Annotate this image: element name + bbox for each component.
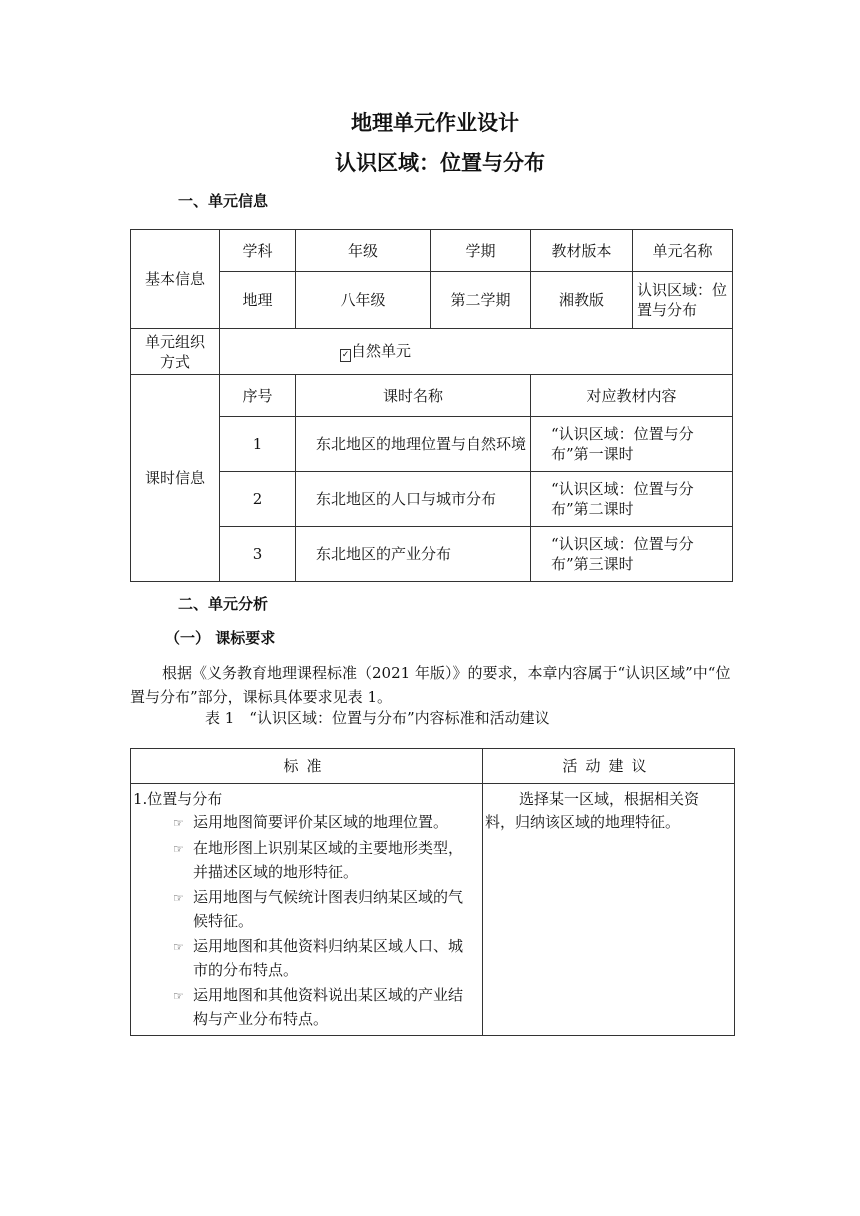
header-unit-name: 单元名称	[633, 230, 733, 272]
unit-info-table	[130, 229, 733, 582]
section-heading-unit-analysis: 二、单元分析	[178, 595, 269, 613]
lesson-no: 1	[220, 417, 296, 472]
standards-cell	[131, 784, 483, 1036]
document-title: 地理单元作业设计	[351, 111, 519, 135]
value-subject: 地理	[220, 272, 296, 329]
value-textbook: 湘教版	[531, 272, 633, 329]
lesson-header-name: 课时名称	[296, 375, 531, 417]
value-grade: 八年级	[296, 272, 431, 329]
lesson-name: 东北地区的产业分布	[296, 527, 531, 582]
document-subtitle: 认识区域：位置与分布	[335, 151, 545, 175]
list-item: ☞ 运用地图与气候统计图表归纳某区域的气候特征。	[173, 888, 464, 930]
header-standard: 标准	[131, 749, 483, 784]
lesson-name: 东北地区的人口与城市分布	[296, 472, 531, 527]
lesson-info-label: 课时信息	[131, 375, 220, 582]
lesson-name: 东北地区的地理位置与自然环境	[296, 417, 531, 472]
standard-bullets	[133, 811, 482, 1031]
lesson-content: “认识区域：位置与分布”第三课时	[531, 527, 733, 582]
lesson-header-content: 对应教材内容	[531, 375, 733, 417]
org-label: 单元组织方式	[131, 329, 220, 375]
value-unit-name: 认识区域：位置与分布	[633, 272, 733, 329]
org-value-cell	[220, 329, 733, 375]
intro-paragraph: 根据《义务教育地理课程标准（2021 年版）》的要求，本章内容属于“认识区域”中“位置与分布”部分，课标具体要求见表 1。	[130, 664, 731, 706]
org-value: 自然单元	[351, 342, 412, 360]
header-activity: 活动建议	[483, 749, 735, 784]
checked-box-icon: ✓	[341, 350, 350, 360]
pointing-hand-icon: ☞	[173, 989, 184, 1003]
header-semester: 学期	[431, 230, 531, 272]
pointing-hand-icon: ☞	[173, 940, 184, 954]
section-heading-unit-info: 一、单元信息	[178, 192, 269, 210]
table-caption: 表 1 “认识区域：位置与分布”内容标准和活动建议	[205, 709, 550, 727]
lesson-content: “认识区域：位置与分布”第二课时	[531, 472, 733, 527]
lesson-no: 3	[220, 527, 296, 582]
standards-table	[130, 748, 735, 1036]
pointing-hand-icon: ☞	[173, 891, 184, 905]
subsection-heading-curriculum: （一） 课标要求	[165, 629, 276, 647]
header-grade: 年级	[296, 230, 431, 272]
header-subject: 学科	[220, 230, 296, 272]
activity-cell: 选择某一区域，根据相关资料，归纳该区域的地理特征。	[483, 784, 735, 1036]
pointing-hand-icon: ☞	[173, 816, 184, 830]
list-item: ☞ 在地形图上识别某区域的主要地形类型，并描述区域的地形特征。	[173, 839, 464, 881]
pointing-hand-icon: ☞	[173, 842, 184, 856]
lesson-header-no: 序号	[220, 375, 296, 417]
list-item: ☞ 运用地图简要评价某区域的地理位置。	[173, 811, 463, 835]
list-item: ☞ 运用地图和其他资料归纳某区域人口、城市的分布特点。	[173, 937, 464, 979]
standard-item-title: 1.位置与分布	[133, 790, 223, 808]
lesson-no: 2	[220, 472, 296, 527]
basic-info-label: 基本信息	[131, 230, 220, 329]
list-item: ☞ 运用地图和其他资料说出某区域的产业结构与产业分布特点。	[173, 986, 464, 1028]
value-semester: 第二学期	[431, 272, 531, 329]
lesson-content: “认识区域：位置与分布”第一课时	[531, 417, 733, 472]
header-textbook: 教材版本	[531, 230, 633, 272]
